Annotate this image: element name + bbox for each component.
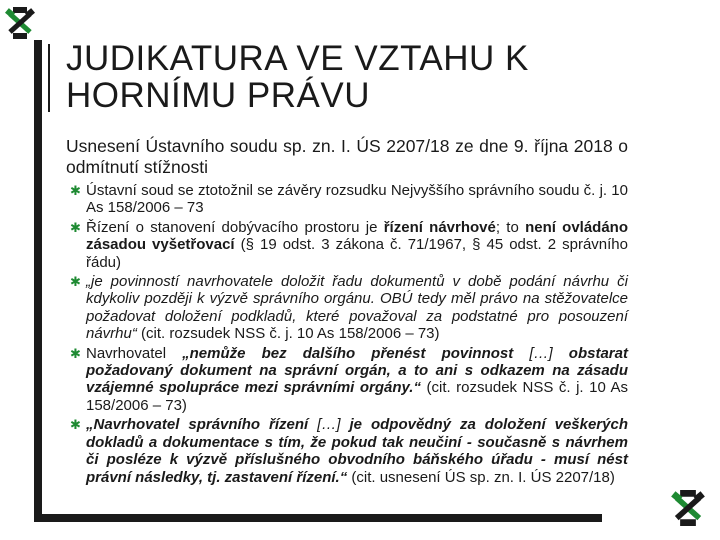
bullet-2-text-d: není ovládáno zásadou vyšetřovací — [86, 218, 629, 254]
slide-title-line2: HORNÍMU PRÁVU — [66, 76, 371, 115]
bullet-4-citation: (cit. rozsudek NSS č. j. 10 As 158/2006 – 73) — [86, 379, 628, 414]
mining-hammers-logo-icon — [4, 6, 36, 40]
bullet-item-1 — [66, 182, 628, 217]
bullet-5-text-a: „Navrhovatel správního řízení — [86, 416, 318, 434]
bullet-3-quote: „je povinností navrhovatele doložit řadu dokumentů v době podání návrhu či kdykoliv později k výzvě správního orgánu. OBÚ tedy měl právo na stěžovatelce požadovat doložení podkladů, které považoval za podstatné pro posouzení návrhu“ — [86, 273, 628, 343]
bullet-item-5 — [66, 416, 628, 486]
bullet-2-text-a: Řízení o stanovení dobývacího prostoru je — [86, 218, 384, 236]
star-bullet-icon: ✱ — [70, 274, 81, 290]
left-decorative-bar — [34, 40, 42, 522]
bottom-decorative-bar — [34, 514, 602, 522]
bullet-4-text-a: Navrhovatel — [86, 344, 183, 362]
bullet-5-text-b: […] — [317, 416, 341, 434]
bullet-2-text-c: ; to — [495, 218, 526, 236]
slide-title-line1: JUDIKATURA VE VZTAHU K — [66, 39, 529, 78]
star-bullet-icon: ✱ — [70, 219, 81, 235]
bullet-4-text-b: „nemůže bez dalšího přenést povinnost — [182, 344, 530, 362]
bullet-4-text-c: […] — [529, 344, 553, 362]
bullet-item-2 — [66, 219, 628, 271]
bullet-3-citation: (cit. rozsudek NSS č. j. 10 As 158/2006 – 73) — [136, 325, 440, 343]
slide-content — [66, 136, 628, 488]
bullet-1-text: Ústavní soud se ztotožnil se závěry rozsudku Nejvyššího správního soudu č. j. 10 As 158/2006 – 73 — [86, 182, 628, 217]
bullet-4-text-d: obstarat požadovaný dokument na správní orgán, a to ani s odkazem na zásadu vzájemné spolupráce mezi správními orgány.“ — [86, 344, 628, 397]
mining-hammers-logo-icon — [670, 488, 706, 528]
bullet-item-3 — [66, 273, 628, 343]
bullet-5-text-c: je odpovědný za doložení veškerých dokladů a dokumentace s tím, že pokud tak neučiní - současně s návrhem či posléze k výzvě příslušného obvodního báňského úřadu - musí nést právní následky, tj. zastavení řízení.“ — [86, 416, 628, 486]
bullet-5-citation: (cit. usnesení ÚS sp. zn. I. ÚS 2207/18) — [347, 468, 615, 486]
title-accent-bar — [48, 44, 50, 112]
star-bullet-icon: ✱ — [70, 345, 81, 361]
star-bullet-icon: ✱ — [70, 417, 81, 433]
star-bullet-icon: ✱ — [70, 183, 81, 198]
bullet-2-text-e: (§ 19 odst. 3 zákona č. 71/1967, § 45 odst. 2 správního řádu) — [86, 236, 628, 271]
bullet-list — [66, 182, 628, 486]
bullet-2-text-b: řízení návrhové — [383, 218, 496, 236]
bullet-item-4 — [66, 345, 628, 415]
slide-title — [66, 40, 686, 114]
slide-subtitle: Usnesení Ústavního soudu sp. zn. I. ÚS 2207/18 ze dne 9. října 2018 o odmítnutí stížnosti — [66, 136, 628, 177]
